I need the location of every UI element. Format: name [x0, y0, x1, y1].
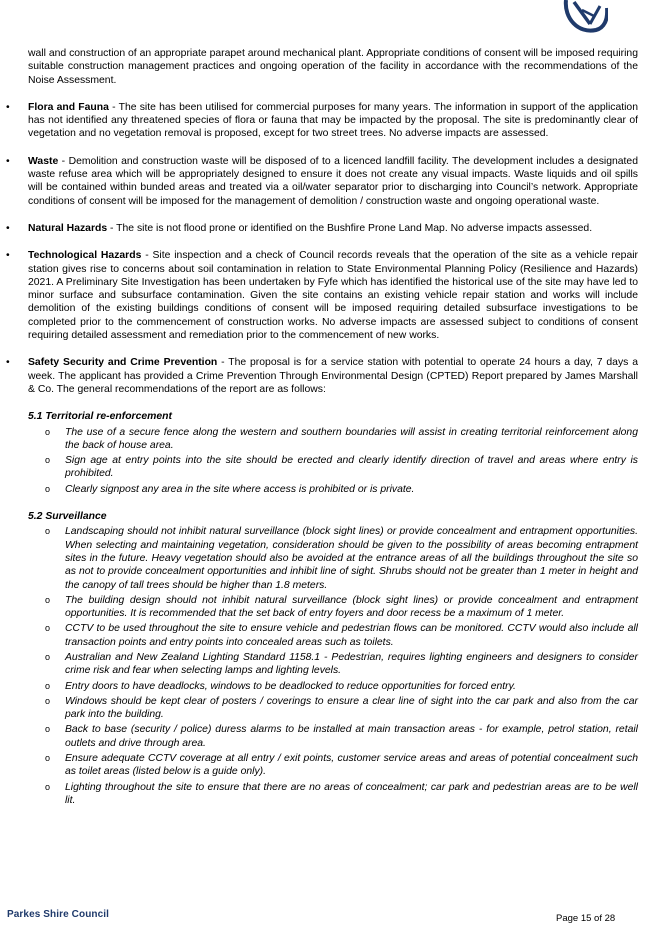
cpted-sections [28, 410, 638, 807]
list-item-text: Back to base (security / police) duress alarms to be installed at main transaction areas - for example, petrol station, retail outlets and drive through area. [65, 724, 638, 749]
list-item-text: The use of a secure fence along the western and southern boundaries will assist in creating territorial reinforcement along the back of house area. [65, 426, 638, 451]
list-item [45, 483, 638, 496]
list-item [45, 525, 638, 591]
bullet-item [6, 249, 639, 342]
circle-bullet-icon: o [45, 594, 51, 605]
list-item-text: CCTV to be used throughout the site to ensure vehicle and pedestrian flows can be monitored. CCTV would also include all transaction points and entry points into concealed areas such as toilets. [65, 623, 638, 648]
list-item [45, 594, 638, 621]
section-title: 5.1 Territorial re-enforcement [28, 411, 172, 423]
page-number: Page 15 of 28 [556, 913, 616, 924]
bullet-title: Natural Hazards [28, 222, 108, 234]
list-item [45, 622, 638, 649]
bullet-title: Safety Security and Crime Prevention [28, 357, 218, 369]
list-item [45, 454, 638, 481]
list-item-text: Landscaping should not inhibit natural surveillance (block sight lines) or provide concealment and entrapment opportunities. When selecting and maintaining vegetation, consideration should be given to the possibility of areas becoming entrapment sites in the future. Heavy vegetation should also be avoided at the entrance areas of all the buildings throughout the site so as not to provide concealment opportunities and inhibit line of sight. Shrubs should not be greater than 1 meter in height and the canopy of tall trees should be higher than 1.8 meters. [65, 526, 638, 591]
bullet-item [6, 356, 638, 396]
bullet-text: - The site has been utilised for commercial purposes for many years. The information in support of the application has not identified any threatened species of flora or fauna that may be impacted by the proposal. The site is predominantly clear of vegetation and no vegetation removal is proposed, except for two street trees. No adverse impacts are assessed. [28, 101, 638, 140]
bullet-dot-icon: • [6, 155, 10, 167]
bullet-item [6, 101, 638, 141]
bullet-dot-icon: • [6, 101, 10, 113]
list-item-text: Entry doors to have deadlocks, windows to be deadlocked to reduce opportunities for forced entry. [65, 680, 516, 692]
footer-organisation: Parkes Shire Council [7, 909, 110, 920]
bullet-text: - Site inspection and a check of Council records reveals that the operation of the site as a vehicle repair station gives rise to concerns about soil contamination in relation to State Environmental Planning Policy (Resilience and Hazards) 2021. A Preliminary Site Investigation has been undertaken by Fyfe which has identified the historical use of the site may have led to minor surface and subsurface contamination. Given the site contains an existing vehicle repair station and works will include demolition of the existing buildings conditions of consent will be imposed requiring detailed subsurface investigations to be completed prior to the commencement of construction works. No adverse impacts are assessed subject to conditions of consent requiring detailed assessment and remediation prior to the commencement of new works. [28, 250, 639, 342]
circle-bullet-icon: o [45, 623, 51, 634]
bullet-text: - The site is not flood prone or identified on the Bushfire Prone Land Map. No adverse impacts assessed. [107, 222, 593, 234]
list-item [45, 680, 638, 693]
list-item-text: Lighting throughout the site to ensure that there are no areas of concealment; car park and pedestrian areas are to be well lit. [65, 781, 638, 806]
list-item [45, 426, 638, 453]
bullet-dot-icon: • [6, 250, 10, 262]
section-list [28, 525, 638, 807]
list-item [45, 752, 638, 779]
bullet-title: Waste [28, 155, 59, 167]
circle-bullet-icon: o [45, 455, 51, 466]
bullet-title: Flora and Fauna [28, 101, 109, 113]
bullet-text: - The proposal is for a service station with potential to operate 24 hours a day, 7 days a week. The applicant has provided a Crime Prevention Through Environmental Design (CPTED) Report prepared by James Marshall & Co. The general recommendations of the report are as follows: [28, 357, 638, 395]
document-body [6, 47, 639, 809]
list-item-text: Clearly signpost any area in the site where access is prohibited or is private. [65, 483, 415, 495]
bullet-dot-icon: • [6, 357, 10, 369]
section-title: 5.2 Surveillance [28, 511, 107, 523]
circle-bullet-icon: o [45, 724, 51, 735]
list-item-text: Ensure adequate CCTV coverage at all entry / exit points, customer service areas and areas of potential concealment such as toilet areas (listed below is a guide only). [65, 753, 638, 778]
bullet-item [6, 222, 638, 235]
list-item [45, 695, 638, 722]
circle-bullet-icon: o [45, 753, 51, 764]
bullet-item [6, 155, 638, 208]
circle-bullet-icon: o [45, 695, 51, 706]
circle-bullet-icon: o [45, 483, 51, 494]
bullet-title: Technological Hazards [28, 250, 142, 262]
council-logo-icon [560, 0, 608, 38]
circle-bullet-icon: o [45, 526, 51, 537]
list-item-text: The building design should not inhibit natural surveillance (block sight lines) or provide concealment and entrapment opportunities. It is recommended that the set back of entry foyers and door recess be a maximum of 1 meter. [65, 594, 638, 620]
list-item [45, 781, 638, 808]
list-item-text: Australian and New Zealand Lighting Standard 1158.1 - Pedestrian, requires lighting engineers and designers to consider crime risk and fear when selecting lamps and lighting levels. [65, 651, 638, 677]
circle-bullet-icon: o [45, 426, 51, 437]
section-list [28, 426, 638, 496]
circle-bullet-icon: o [45, 680, 51, 691]
bullet-text: - Demolition and construction waste will be disposed of to a licenced landfill facility. The development includes a designated waste refuse area which will be appropriately designed to ensure it does not create any visual impacts. Waste liquids and oil spills will be contained within bunded areas and treated via a oil/water separator prior to discharging into Council’s network. Appropriate conditions of consent will be imposed for the management of demolition / construction waste and ongoing operational waste. [28, 155, 638, 207]
list-item [45, 723, 638, 750]
circle-bullet-icon: o [45, 651, 51, 662]
bullet-dot-icon: • [6, 222, 10, 234]
circle-bullet-icon: o [45, 781, 51, 792]
bullet-list [6, 101, 639, 396]
list-item-text: Sign age at entry points into the site should be erected and clearly identify direction of travel and areas where entry is prohibited. [65, 455, 638, 480]
list-item-text: Windows should be kept clear of posters / coverings to ensure a clear line of sight into the car park and also from the car park into the building. [65, 695, 638, 721]
list-item [45, 651, 638, 678]
intro-paragraph: wall and construction of an appropriate parapet around mechanical plant. Appropriate conditions of consent will be imposed requiring suitable construction management practices and ongoing operation of the facility in accordance with the recommendations of the Noise Assessment. [28, 48, 638, 86]
